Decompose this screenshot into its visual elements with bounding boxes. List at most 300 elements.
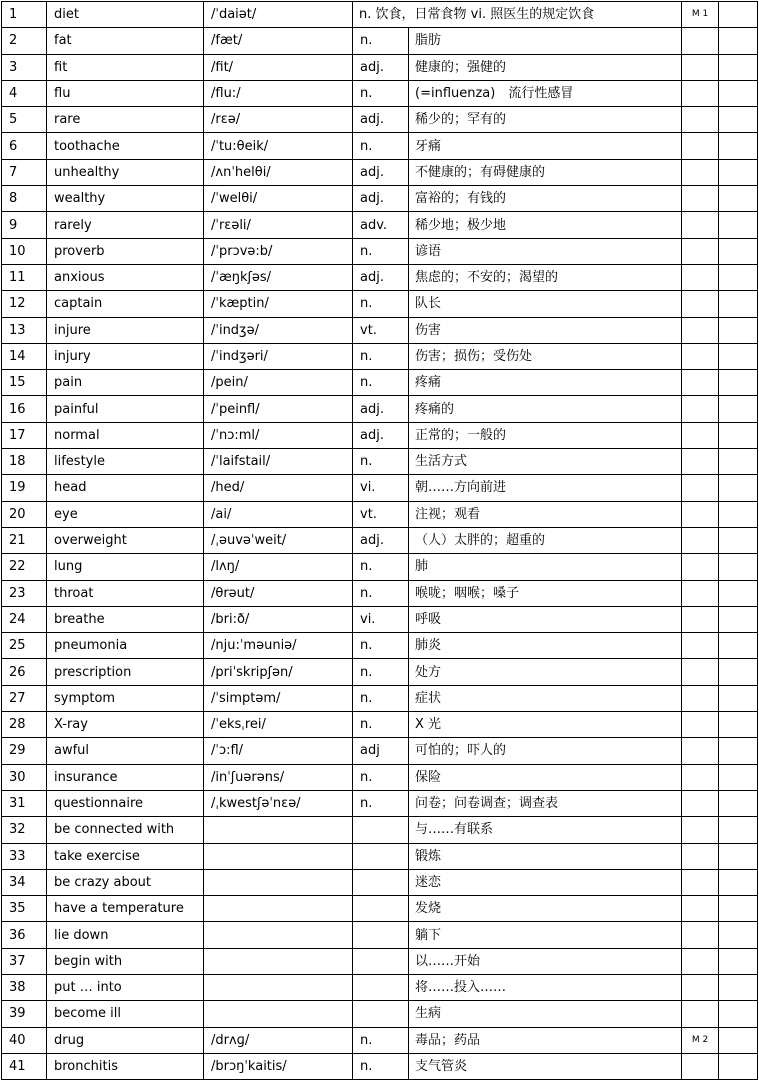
definition-cell: 保险 <box>409 764 682 790</box>
module-mark-cell <box>682 54 719 80</box>
table-row <box>2 186 758 212</box>
row-number: 17 <box>2 422 47 448</box>
phonetic-cell: /flu:/ <box>204 80 353 106</box>
phonetic-cell <box>204 922 353 948</box>
definition-cell: 朝……方向前进 <box>409 475 682 501</box>
phonetic-cell: /ˈnɔ:ml/ <box>204 422 353 448</box>
blank-cell <box>719 974 758 1000</box>
row-number: 40 <box>2 1027 47 1053</box>
part-of-speech-cell: n. <box>353 580 409 606</box>
phonetic-cell: /ˈindʒəri/ <box>204 343 353 369</box>
definition-cell: 生病 <box>409 1001 682 1027</box>
word-cell: rarely <box>47 212 204 238</box>
table-row <box>2 817 758 843</box>
table-row <box>2 606 758 632</box>
phonetic-cell <box>204 948 353 974</box>
phonetic-cell: /ˈpeinfl/ <box>204 396 353 422</box>
row-number: 19 <box>2 475 47 501</box>
part-of-speech-cell: n. <box>353 659 409 685</box>
row-number: 38 <box>2 974 47 1000</box>
phonetic-cell: /rεə/ <box>204 107 353 133</box>
table-row <box>2 343 758 369</box>
table-row <box>2 712 758 738</box>
definition-cell: 伤害；损伤；受伤处 <box>409 343 682 369</box>
blank-cell <box>719 449 758 475</box>
row-number: 28 <box>2 712 47 738</box>
word-cell: prescription <box>47 659 204 685</box>
row-number: 16 <box>2 396 47 422</box>
blank-cell <box>719 54 758 80</box>
row-number: 34 <box>2 869 47 895</box>
phonetic-cell: /nju:ˈməuniə/ <box>204 633 353 659</box>
table-row <box>2 317 758 343</box>
phonetic-cell <box>204 817 353 843</box>
table-row <box>2 212 758 238</box>
blank-cell <box>719 764 758 790</box>
phonetic-cell: /θrəut/ <box>204 580 353 606</box>
table-row <box>2 396 758 422</box>
word-cell: lung <box>47 554 204 580</box>
blank-cell <box>719 133 758 159</box>
word-cell: have a temperature <box>47 896 204 922</box>
module-mark-cell <box>682 948 719 974</box>
word-cell: painful <box>47 396 204 422</box>
phonetic-cell <box>204 896 353 922</box>
row-number: 41 <box>2 1053 47 1079</box>
blank-cell <box>719 685 758 711</box>
part-of-speech-cell <box>353 817 409 843</box>
table-row <box>2 80 758 106</box>
table-row <box>2 449 758 475</box>
module-mark-cell <box>682 370 719 396</box>
blank-cell <box>719 1053 758 1079</box>
table-row <box>2 843 758 869</box>
module-mark-cell <box>682 843 719 869</box>
phonetic-cell: /ˈsimptəm/ <box>204 685 353 711</box>
definition-cell: 生活方式 <box>409 449 682 475</box>
phonetic-cell: /hed/ <box>204 475 353 501</box>
word-cell: captain <box>47 291 204 317</box>
row-number: 18 <box>2 449 47 475</box>
blank-cell <box>719 1001 758 1027</box>
phonetic-cell: /inˈʃuərəns/ <box>204 764 353 790</box>
word-cell: X-ray <box>47 712 204 738</box>
module-mark-cell <box>682 317 719 343</box>
phonetic-cell: /ˈprɔvə:b/ <box>204 238 353 264</box>
word-cell: injury <box>47 343 204 369</box>
row-number: 24 <box>2 606 47 632</box>
blank-cell <box>719 343 758 369</box>
definition-cell: 谚语 <box>409 238 682 264</box>
definition-cell: 稀少的；罕有的 <box>409 107 682 133</box>
row-number: 20 <box>2 501 47 527</box>
definition-cell: 脂肪 <box>409 28 682 54</box>
row-number: 31 <box>2 790 47 816</box>
definition-cell: 正常的；一般的 <box>409 422 682 448</box>
definition-cell: X 光 <box>409 712 682 738</box>
row-number: 37 <box>2 948 47 974</box>
phonetic-cell: /ˈrεəli/ <box>204 212 353 238</box>
module-mark-cell <box>682 238 719 264</box>
blank-cell <box>719 80 758 106</box>
phonetic-cell: /ˈwelθi/ <box>204 186 353 212</box>
row-number: 6 <box>2 133 47 159</box>
module-mark-cell <box>682 291 719 317</box>
table-row <box>2 974 758 1000</box>
table-row <box>2 764 758 790</box>
word-cell: diet <box>47 2 204 28</box>
word-cell: head <box>47 475 204 501</box>
module-mark-cell: M 1 <box>682 2 719 28</box>
row-number: 10 <box>2 238 47 264</box>
part-of-speech-cell: n. <box>353 764 409 790</box>
definition-cell: 队长 <box>409 291 682 317</box>
definition-cell: 处方 <box>409 659 682 685</box>
definition-cell: 与……有联系 <box>409 817 682 843</box>
module-mark-cell <box>682 606 719 632</box>
phonetic-cell <box>204 869 353 895</box>
word-cell: eye <box>47 501 204 527</box>
table-row <box>2 922 758 948</box>
blank-cell <box>719 475 758 501</box>
part-of-speech-cell: adj. <box>353 422 409 448</box>
table-row <box>2 948 758 974</box>
module-mark-cell <box>682 1053 719 1079</box>
phonetic-cell: /ˌəuvəˈweit/ <box>204 527 353 553</box>
module-mark-cell <box>682 107 719 133</box>
definition-cell: 锻炼 <box>409 843 682 869</box>
word-cell: symptom <box>47 685 204 711</box>
part-of-speech-cell <box>353 869 409 895</box>
phonetic-cell <box>204 843 353 869</box>
definition-cell: 发烧 <box>409 896 682 922</box>
word-cell: overweight <box>47 527 204 553</box>
blank-cell <box>719 291 758 317</box>
module-mark-cell <box>682 712 719 738</box>
word-cell: proverb <box>47 238 204 264</box>
module-mark-cell <box>682 159 719 185</box>
module-mark-cell <box>682 396 719 422</box>
phonetic-cell: /priˈskripʃən/ <box>204 659 353 685</box>
blank-cell <box>719 712 758 738</box>
module-mark-cell <box>682 501 719 527</box>
table-row <box>2 1027 758 1053</box>
part-of-speech-cell: adj. <box>353 186 409 212</box>
word-cell: unhealthy <box>47 159 204 185</box>
blank-cell <box>719 264 758 290</box>
table-row <box>2 790 758 816</box>
phonetic-cell: /ˈindʒə/ <box>204 317 353 343</box>
definition-cell: 牙痛 <box>409 133 682 159</box>
part-of-speech-cell: adv. <box>353 212 409 238</box>
row-number: 9 <box>2 212 47 238</box>
phonetic-cell: /ˌkwestʃəˈnεə/ <box>204 790 353 816</box>
part-of-speech-cell: n. <box>353 291 409 317</box>
row-number: 33 <box>2 843 47 869</box>
phonetic-cell: /ˈæŋkʃəs/ <box>204 264 353 290</box>
part-of-speech-cell <box>353 974 409 1000</box>
word-cell: be crazy about <box>47 869 204 895</box>
part-of-speech-cell: adj. <box>353 527 409 553</box>
phonetic-cell: /fæt/ <box>204 28 353 54</box>
blank-cell <box>719 107 758 133</box>
part-of-speech-cell: n. <box>353 633 409 659</box>
module-mark-cell <box>682 80 719 106</box>
part-of-speech-cell: vt. <box>353 501 409 527</box>
definition-cell: 将……投入…… <box>409 974 682 1000</box>
part-of-speech-cell: n. <box>353 80 409 106</box>
module-mark-cell <box>682 264 719 290</box>
module-mark-cell <box>682 475 719 501</box>
blank-cell <box>719 501 758 527</box>
blank-cell <box>719 527 758 553</box>
table-row <box>2 2 758 28</box>
phonetic-cell: /ˈeksˌrei/ <box>204 712 353 738</box>
definition-cell: 呼吸 <box>409 606 682 632</box>
row-number: 1 <box>2 2 47 28</box>
part-of-speech-cell: n. <box>353 685 409 711</box>
phonetic-cell: /ˈtu:θeik/ <box>204 133 353 159</box>
table-row <box>2 238 758 264</box>
row-number: 30 <box>2 764 47 790</box>
phonetic-cell: /brɔŋˈkaitis/ <box>204 1053 353 1079</box>
row-number: 21 <box>2 527 47 553</box>
blank-cell <box>719 554 758 580</box>
table-row <box>2 501 758 527</box>
blank-cell <box>719 922 758 948</box>
blank-cell <box>719 212 758 238</box>
row-number: 27 <box>2 685 47 711</box>
table-row <box>2 159 758 185</box>
word-cell: breathe <box>47 606 204 632</box>
table-row <box>2 659 758 685</box>
part-of-speech-cell: vt. <box>353 317 409 343</box>
part-of-speech-cell: adj <box>353 738 409 764</box>
definition-cell: 肺炎 <box>409 633 682 659</box>
table-row <box>2 1053 758 1079</box>
table-row <box>2 896 758 922</box>
part-of-speech-cell: n. <box>353 1053 409 1079</box>
word-cell: injure <box>47 317 204 343</box>
word-cell: questionnaire <box>47 790 204 816</box>
module-mark-cell <box>682 186 719 212</box>
word-cell: put … into <box>47 974 204 1000</box>
definition-cell: 躺下 <box>409 922 682 948</box>
row-number: 15 <box>2 370 47 396</box>
part-of-speech-cell: n. <box>353 343 409 369</box>
part-of-speech-cell: adj. <box>353 264 409 290</box>
row-number: 11 <box>2 264 47 290</box>
row-number: 22 <box>2 554 47 580</box>
blank-cell <box>719 659 758 685</box>
blank-cell <box>719 28 758 54</box>
word-cell: fit <box>47 54 204 80</box>
word-cell: drug <box>47 1027 204 1053</box>
module-mark-cell <box>682 28 719 54</box>
blank-cell <box>719 843 758 869</box>
definition-cell: 肺 <box>409 554 682 580</box>
phonetic-cell: /lʌŋ/ <box>204 554 353 580</box>
table-row <box>2 475 758 501</box>
blank-cell <box>719 1027 758 1053</box>
part-of-speech-cell: n. <box>353 554 409 580</box>
module-mark-cell <box>682 764 719 790</box>
word-cell: rare <box>47 107 204 133</box>
part-of-speech-cell: adj. <box>353 159 409 185</box>
phonetic-cell <box>204 1001 353 1027</box>
module-mark-cell <box>682 527 719 553</box>
table-row <box>2 133 758 159</box>
definition-cell: 富裕的；有钱的 <box>409 186 682 212</box>
phonetic-cell: /ˈlaifstail/ <box>204 449 353 475</box>
word-cell: pain <box>47 370 204 396</box>
blank-cell <box>719 606 758 632</box>
row-number: 8 <box>2 186 47 212</box>
row-number: 25 <box>2 633 47 659</box>
module-mark-cell <box>682 133 719 159</box>
part-of-speech-cell: vi. <box>353 475 409 501</box>
definition-cell: 疼痛的 <box>409 396 682 422</box>
definition-cell: 焦虑的；不安的；渴望的 <box>409 264 682 290</box>
table-row <box>2 28 758 54</box>
word-cell: take exercise <box>47 843 204 869</box>
word-cell: bronchitis <box>47 1053 204 1079</box>
phonetic-cell: /drʌɡ/ <box>204 1027 353 1053</box>
definition-cell: 健康的；强健的 <box>409 54 682 80</box>
part-of-speech-cell: n. <box>353 790 409 816</box>
definition-cell: （人）太胖的；超重的 <box>409 527 682 553</box>
definition-cell: 以……开始 <box>409 948 682 974</box>
row-number: 36 <box>2 922 47 948</box>
row-number: 3 <box>2 54 47 80</box>
definition-cell: 喉咙；咽喉；嗓子 <box>409 580 682 606</box>
phonetic-cell: /ˈkæptin/ <box>204 291 353 317</box>
blank-cell <box>719 580 758 606</box>
part-of-speech-cell: vi. <box>353 606 409 632</box>
table-row <box>2 264 758 290</box>
row-number: 12 <box>2 291 47 317</box>
part-of-speech-cell: n. <box>353 712 409 738</box>
part-of-speech-cell: n. <box>353 238 409 264</box>
blank-cell <box>719 238 758 264</box>
definition-cell: (=influenza) 流行性感冒 <box>409 80 682 106</box>
word-cell: toothache <box>47 133 204 159</box>
row-number: 13 <box>2 317 47 343</box>
module-mark-cell <box>682 869 719 895</box>
word-cell: pneumonia <box>47 633 204 659</box>
table-row <box>2 527 758 553</box>
table-row <box>2 633 758 659</box>
part-of-speech-cell: n. <box>353 449 409 475</box>
blank-cell <box>719 317 758 343</box>
module-mark-cell <box>682 817 719 843</box>
module-mark-cell <box>682 554 719 580</box>
blank-cell <box>719 896 758 922</box>
blank-cell <box>719 869 758 895</box>
part-of-speech-cell <box>353 896 409 922</box>
blank-cell <box>719 159 758 185</box>
blank-cell <box>719 2 758 28</box>
part-of-speech-cell: n. <box>353 1027 409 1053</box>
row-number: 26 <box>2 659 47 685</box>
phonetic-cell: /fit/ <box>204 54 353 80</box>
word-cell: lifestyle <box>47 449 204 475</box>
row-number: 29 <box>2 738 47 764</box>
definition-cell: 疼痛 <box>409 370 682 396</box>
word-cell: anxious <box>47 264 204 290</box>
pos-definition-cell: n. 饮食，日常食物 vi. 照医生的规定饮食 <box>353 2 682 28</box>
blank-cell <box>719 738 758 764</box>
word-cell: be connected with <box>47 817 204 843</box>
phonetic-cell: /ˈdaiət/ <box>204 2 353 28</box>
table-row <box>2 738 758 764</box>
word-cell: wealthy <box>47 186 204 212</box>
part-of-speech-cell: adj. <box>353 54 409 80</box>
table-row <box>2 1001 758 1027</box>
table-row <box>2 580 758 606</box>
row-number: 35 <box>2 896 47 922</box>
word-cell: become ill <box>47 1001 204 1027</box>
word-cell: lie down <box>47 922 204 948</box>
definition-cell: 注视；观看 <box>409 501 682 527</box>
module-mark-cell: M 2 <box>682 1027 719 1053</box>
module-mark-cell <box>682 1001 719 1027</box>
module-mark-cell <box>682 343 719 369</box>
row-number: 2 <box>2 28 47 54</box>
module-mark-cell <box>682 580 719 606</box>
table-row <box>2 370 758 396</box>
module-mark-cell <box>682 896 719 922</box>
word-cell: begin with <box>47 948 204 974</box>
module-mark-cell <box>682 212 719 238</box>
module-mark-cell <box>682 922 719 948</box>
definition-cell: 伤害 <box>409 317 682 343</box>
word-cell: flu <box>47 80 204 106</box>
row-number: 32 <box>2 817 47 843</box>
part-of-speech-cell: n. <box>353 28 409 54</box>
module-mark-cell <box>682 659 719 685</box>
word-cell: fat <box>47 28 204 54</box>
vocabulary-table <box>1 1 758 1080</box>
part-of-speech-cell <box>353 948 409 974</box>
module-mark-cell <box>682 633 719 659</box>
word-cell: insurance <box>47 764 204 790</box>
phonetic-cell: /pein/ <box>204 370 353 396</box>
definition-cell: 可怕的；吓人的 <box>409 738 682 764</box>
blank-cell <box>719 948 758 974</box>
module-mark-cell <box>682 685 719 711</box>
part-of-speech-cell: n. <box>353 133 409 159</box>
row-number: 4 <box>2 80 47 106</box>
part-of-speech-cell: adj. <box>353 396 409 422</box>
definition-cell: 支气管炎 <box>409 1053 682 1079</box>
part-of-speech-cell <box>353 1001 409 1027</box>
part-of-speech-cell: adj. <box>353 107 409 133</box>
word-cell: awful <box>47 738 204 764</box>
module-mark-cell <box>682 738 719 764</box>
module-mark-cell <box>682 449 719 475</box>
blank-cell <box>719 422 758 448</box>
blank-cell <box>719 790 758 816</box>
table-row <box>2 107 758 133</box>
blank-cell <box>719 633 758 659</box>
table-row <box>2 54 758 80</box>
blank-cell <box>719 396 758 422</box>
table-row <box>2 685 758 711</box>
row-number: 14 <box>2 343 47 369</box>
table-row <box>2 422 758 448</box>
module-mark-cell <box>682 422 719 448</box>
